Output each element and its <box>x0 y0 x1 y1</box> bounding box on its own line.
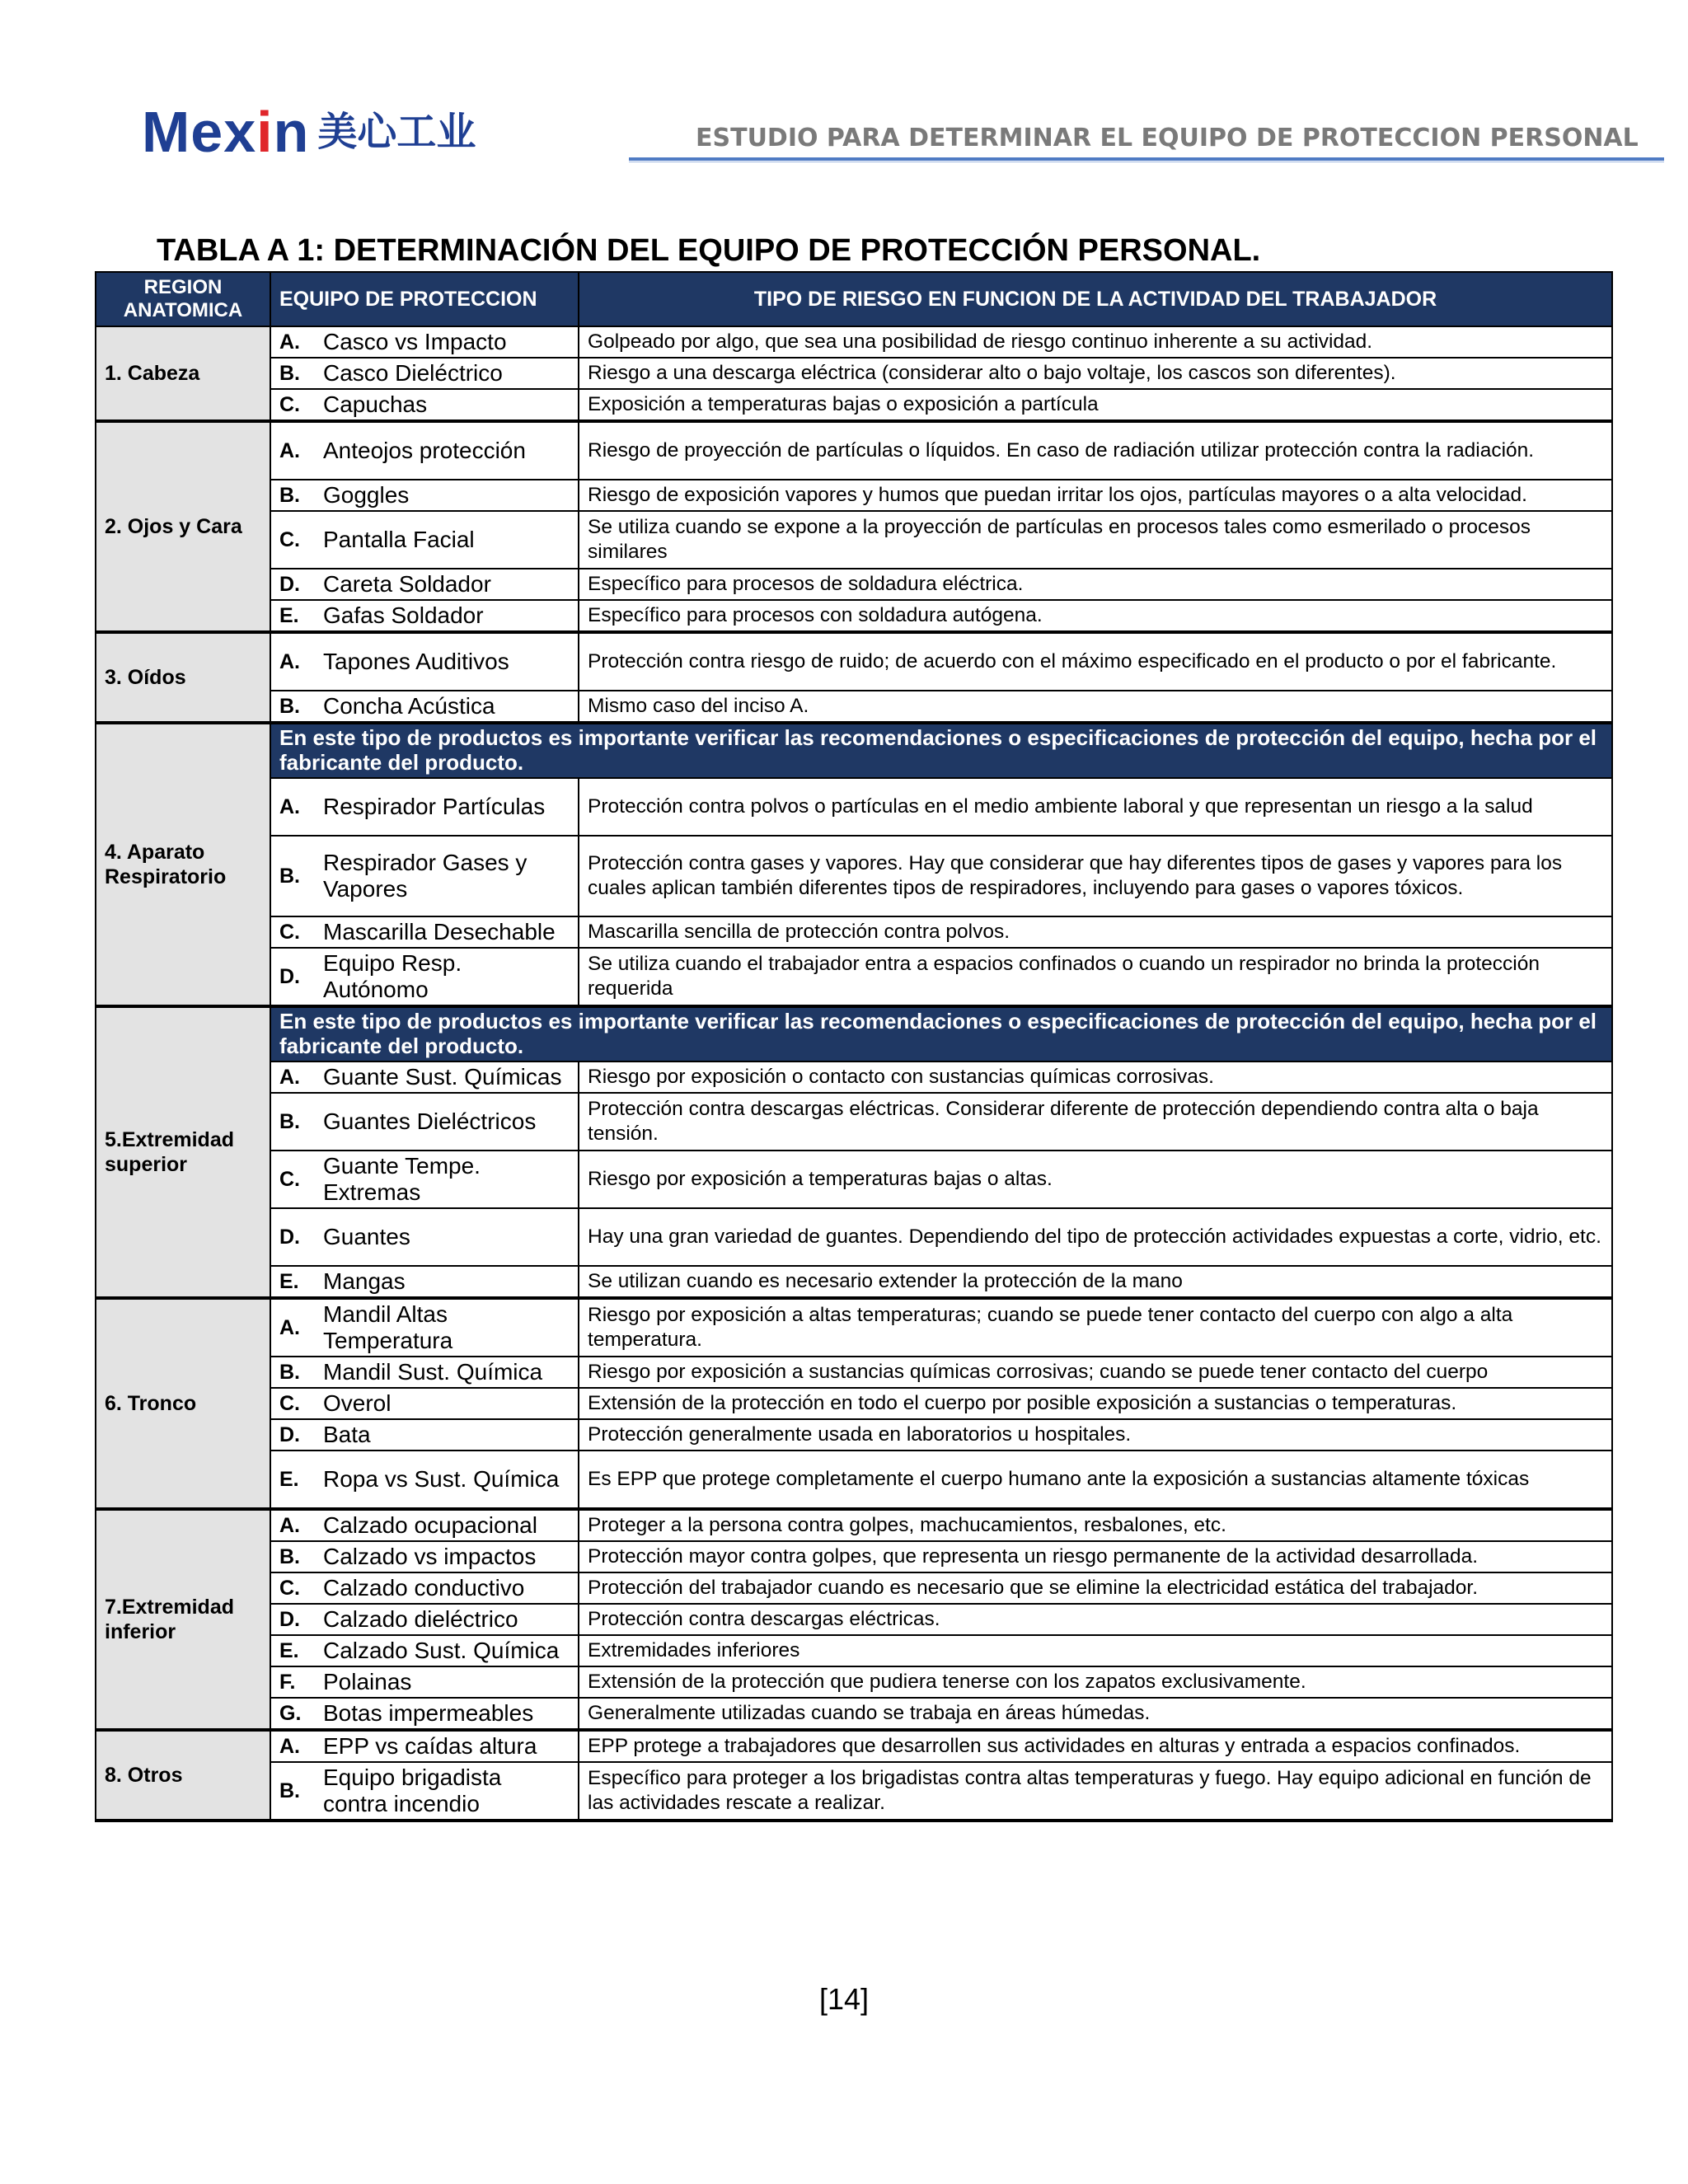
item-letter: B. <box>270 480 318 511</box>
table-row <box>96 421 1612 480</box>
equipment-name: Gafas Soldador <box>318 600 579 632</box>
risk-description: Protección contra descargas eléctricas. <box>579 1604 1612 1635</box>
table-row <box>96 389 1612 421</box>
equipment-name: Botas impermeables <box>318 1698 579 1730</box>
equipment-name: Calzado dieléctrico <box>318 1604 579 1635</box>
equipment-name: Casco vs Impacto <box>318 326 579 358</box>
risk-description: Proteger a la persona contra golpes, machucamientos, resbalones, etc. <box>579 1509 1612 1541</box>
table-row <box>96 1419 1612 1451</box>
equipment-name: Equipo Resp. Autónomo <box>318 948 579 1006</box>
table-row <box>96 1451 1612 1509</box>
table-row <box>96 1666 1612 1698</box>
risk-description: Generalmente utilizadas cuando se trabaja en áreas húmedas. <box>579 1698 1612 1730</box>
item-letter: A. <box>270 326 318 358</box>
equipment-name: Respirador Partículas <box>318 778 579 836</box>
item-letter: B. <box>270 691 318 723</box>
region-cell: 5.Extremidad superior <box>96 1006 270 1298</box>
equipment-name: Careta Soldador <box>318 569 579 600</box>
region-cell: 6. Tronco <box>96 1298 270 1509</box>
risk-description: Mascarilla sencilla de protección contra polvos. <box>579 916 1612 948</box>
table-row <box>96 1093 1612 1151</box>
document-header-title: ESTUDIO PARA DETERMINAR EL EQUIPO DE PROTECCION PERSONAL <box>696 124 1639 152</box>
item-letter: C. <box>270 1388 318 1419</box>
table-row <box>96 1635 1612 1666</box>
item-letter: E. <box>270 1451 318 1509</box>
header-equipment: EQUIPO DE PROTECCION <box>270 272 579 326</box>
risk-description: Riesgo a una descarga eléctrica (considerar alto o bajo voltaje, los cascos son diferentes). <box>579 358 1612 389</box>
equipment-name: Casco Dieléctrico <box>318 358 579 389</box>
equipment-name: Calzado vs impactos <box>318 1541 579 1572</box>
item-letter: A. <box>270 1509 318 1541</box>
table-row <box>96 1298 1612 1357</box>
item-letter: E. <box>270 1266 318 1298</box>
risk-description: Se utiliza cuando se expone a la proyección de partículas en procesos tales como esmerilado o procesos similares <box>579 511 1612 569</box>
risk-description: Protección generalmente usada en laboratorios u hospitales. <box>579 1419 1612 1451</box>
item-letter: D. <box>270 1604 318 1635</box>
item-letter: A. <box>270 1730 318 1762</box>
item-letter: D. <box>270 1419 318 1451</box>
note-row <box>96 1006 1612 1062</box>
equipment-name: Goggles <box>318 480 579 511</box>
equipment-name: Guantes <box>318 1208 579 1266</box>
table-row <box>96 1388 1612 1419</box>
item-letter: E. <box>270 600 318 632</box>
header-risk: TIPO DE RIESGO EN FUNCION DE LA ACTIVIDAD DEL TRABAJADOR <box>579 272 1612 326</box>
table-row <box>96 1208 1612 1266</box>
risk-description: Protección mayor contra golpes, que representa un riesgo permanente de la actividad desarrollada. <box>579 1541 1612 1572</box>
table-row <box>96 358 1612 389</box>
equipment-name: EPP vs caídas altura <box>318 1730 579 1762</box>
equipment-name: Ropa vs Sust. Química <box>318 1451 579 1509</box>
item-letter: A. <box>270 1062 318 1093</box>
equipment-name: Calzado ocupacional <box>318 1509 579 1541</box>
risk-description: Protección contra gases y vapores. Hay que considerar que hay diferentes tipos de gases y vapores para los cuales aplican también diferentes tipos de respiradores, incluyendo para gases o vapores tóxicos. <box>579 836 1612 916</box>
equipment-name: Tapones Auditivos <box>318 632 579 691</box>
manufacturer-note: En este tipo de productos es importante verificar las recomendaciones o especificaciones de protección del equipo, hecha por el fabricante del producto. <box>270 1006 1612 1062</box>
item-letter: E. <box>270 1635 318 1666</box>
company-logo <box>142 99 476 165</box>
table-row <box>96 948 1612 1006</box>
table-row <box>96 600 1612 632</box>
item-letter: B. <box>270 358 318 389</box>
table-row <box>96 480 1612 511</box>
risk-description: Específico para proteger a los brigadistas contra altas temperaturas y fuego. Hay equipo adicional en función de las actividades rescate a realizar. <box>579 1762 1612 1821</box>
region-cell: 4. Aparato Respiratorio <box>96 723 270 1006</box>
equipment-name: Mangas <box>318 1266 579 1298</box>
item-letter: C. <box>270 916 318 948</box>
table-body <box>96 326 1612 1821</box>
risk-description: Riesgo de exposición vapores y humos que puedan irritar los ojos, partículas mayores o a alta velocidad. <box>579 480 1612 511</box>
risk-description: Extremidades inferiores <box>579 1635 1612 1666</box>
item-letter: D. <box>270 948 318 1006</box>
table-row <box>96 511 1612 569</box>
item-letter: B. <box>270 1357 318 1388</box>
epp-table <box>95 271 1613 1822</box>
risk-description: Se utiliza cuando el trabajador entra a espacios confinados o cuando un respirador no brinda la protección requerida <box>579 948 1612 1006</box>
equipment-name: Anteojos protección <box>318 421 579 480</box>
risk-description: Específico para procesos de soldadura eléctrica. <box>579 569 1612 600</box>
risk-description: Protección contra polvos o partículas en el medio ambiente laboral y que representan un riesgo a la salud <box>579 778 1612 836</box>
risk-description: Protección contra descargas eléctricas. Considerar diferente de protección dependiendo contra alta o baja tensión. <box>579 1093 1612 1151</box>
equipment-name: Concha Acústica <box>318 691 579 723</box>
risk-description: Protección contra riesgo de ruido; de acuerdo con el máximo especificado en el producto o por el fabricante. <box>579 632 1612 691</box>
table-row <box>96 1698 1612 1730</box>
equipment-name: Mandil Sust. Química <box>318 1357 579 1388</box>
equipment-name: Guante Sust. Químicas <box>318 1062 579 1093</box>
risk-description: Riesgo por exposición o contacto con sustancias químicas corrosivas. <box>579 1062 1612 1093</box>
table-row <box>96 778 1612 836</box>
logo-chinese-text: 美心工业 <box>317 109 476 155</box>
table-row <box>96 569 1612 600</box>
risk-description: Se utilizan cuando es necesario extender la protección de la mano <box>579 1266 1612 1298</box>
note-row <box>96 723 1612 778</box>
equipment-name: Bata <box>318 1419 579 1451</box>
item-letter: G. <box>270 1698 318 1730</box>
table-row <box>96 1762 1612 1821</box>
table-row <box>96 1357 1612 1388</box>
risk-description: Golpeado por algo, que sea una posibilidad de riesgo continuo inherente a su actividad. <box>579 326 1612 358</box>
item-letter: B. <box>270 1762 318 1821</box>
equipment-name: Guante Tempe. Extremas <box>318 1151 579 1208</box>
risk-description: Es EPP que protege completamente el cuerpo humano ante la exposición a sustancias altamente tóxicas <box>579 1451 1612 1509</box>
region-cell: 2. Ojos y Cara <box>96 421 270 632</box>
region-cell: 3. Oídos <box>96 632 270 723</box>
table-row <box>96 836 1612 916</box>
risk-description: Riesgo por exposición a altas temperaturas; cuando se puede tener contacto del cuerpo con algo a alta temperatura. <box>579 1298 1612 1357</box>
table-header-row <box>96 272 1612 326</box>
risk-description: Riesgo por exposición a temperaturas bajas o altas. <box>579 1151 1612 1208</box>
item-letter: D. <box>270 1208 318 1266</box>
risk-description: Riesgo de proyección de partículas o líquidos. En caso de radiación utilizar protección contra la radiación. <box>579 421 1612 480</box>
region-cell: 1. Cabeza <box>96 326 270 421</box>
region-cell: 8. Otros <box>96 1730 270 1821</box>
item-letter: C. <box>270 1572 318 1604</box>
equipment-name: Pantalla Facial <box>318 511 579 569</box>
table-row <box>96 1572 1612 1604</box>
risk-description: Riesgo por exposición a sustancias químicas corrosivas; cuando se puede tener contacto del cuerpo <box>579 1357 1612 1388</box>
table-row <box>96 691 1612 723</box>
item-letter: C. <box>270 389 318 421</box>
table-row <box>96 1509 1612 1541</box>
risk-description: Protección del trabajador cuando es necesario que se elimine la electricidad estática del trabajador. <box>579 1572 1612 1604</box>
table-row <box>96 1151 1612 1208</box>
region-cell: 7.Extremidad inferior <box>96 1509 270 1730</box>
item-letter: B. <box>270 836 318 916</box>
equipment-name: Overol <box>318 1388 579 1419</box>
equipment-name: Calzado conductivo <box>318 1572 579 1604</box>
item-letter: D. <box>270 569 318 600</box>
item-letter: F. <box>270 1666 318 1698</box>
item-letter: B. <box>270 1093 318 1151</box>
item-letter: A. <box>270 1298 318 1357</box>
equipment-name: Mascarilla Desechable <box>318 916 579 948</box>
item-letter: C. <box>270 511 318 569</box>
table-row <box>96 1541 1612 1572</box>
risk-description: Específico para procesos con soldadura autógena. <box>579 600 1612 632</box>
table-row <box>96 632 1612 691</box>
equipment-name: Respirador Gases y Vapores <box>318 836 579 916</box>
table-row <box>96 326 1612 358</box>
risk-description: Extensión de la protección en todo el cuerpo por posible exposición a sustancias o temperaturas. <box>579 1388 1612 1419</box>
table-row <box>96 916 1612 948</box>
equipment-name: Capuchas <box>318 389 579 421</box>
item-letter: C. <box>270 1151 318 1208</box>
header-rule <box>629 157 1664 161</box>
equipment-name: Calzado Sust. Química <box>318 1635 579 1666</box>
item-letter: A. <box>270 778 318 836</box>
item-letter: A. <box>270 632 318 691</box>
header-region: REGION ANATOMICA <box>96 272 270 326</box>
item-letter: B. <box>270 1541 318 1572</box>
table-title: TABLA A 1: DETERMINACIÓN DEL EQUIPO DE PROTECCIÓN PERSONAL. <box>157 233 1261 268</box>
item-letter: A. <box>270 421 318 480</box>
logo-wordmark: Mexin <box>142 100 310 164</box>
risk-description: Mismo caso del inciso A. <box>579 691 1612 723</box>
equipment-name: Equipo brigadista contra incendio <box>318 1762 579 1821</box>
risk-description: Hay una gran variedad de guantes. Dependiendo del tipo de protección actividades expuestas a corte, vidrio, etc. <box>579 1208 1612 1266</box>
table-row <box>96 1730 1612 1762</box>
table-row <box>96 1604 1612 1635</box>
risk-description: Extensión de la protección que pudiera tenerse con los zapatos exclusivamente. <box>579 1666 1612 1698</box>
page-number: [14] <box>818 1982 870 2016</box>
manufacturer-note: En este tipo de productos es importante verificar las recomendaciones o especificaciones de protección del equipo, hecha por el fabricante del producto. <box>270 723 1612 778</box>
equipment-name: Polainas <box>318 1666 579 1698</box>
risk-description: Exposición a temperaturas bajas o exposición a partícula <box>579 389 1612 421</box>
table-row <box>96 1062 1612 1093</box>
table-row <box>96 1266 1612 1298</box>
equipment-name: Guantes Dieléctricos <box>318 1093 579 1151</box>
risk-description: EPP protege a trabajadores que desarrollen sus actividades en alturas y entrada a espacios confinados. <box>579 1730 1612 1762</box>
equipment-name: Mandil Altas Temperatura <box>318 1298 579 1357</box>
